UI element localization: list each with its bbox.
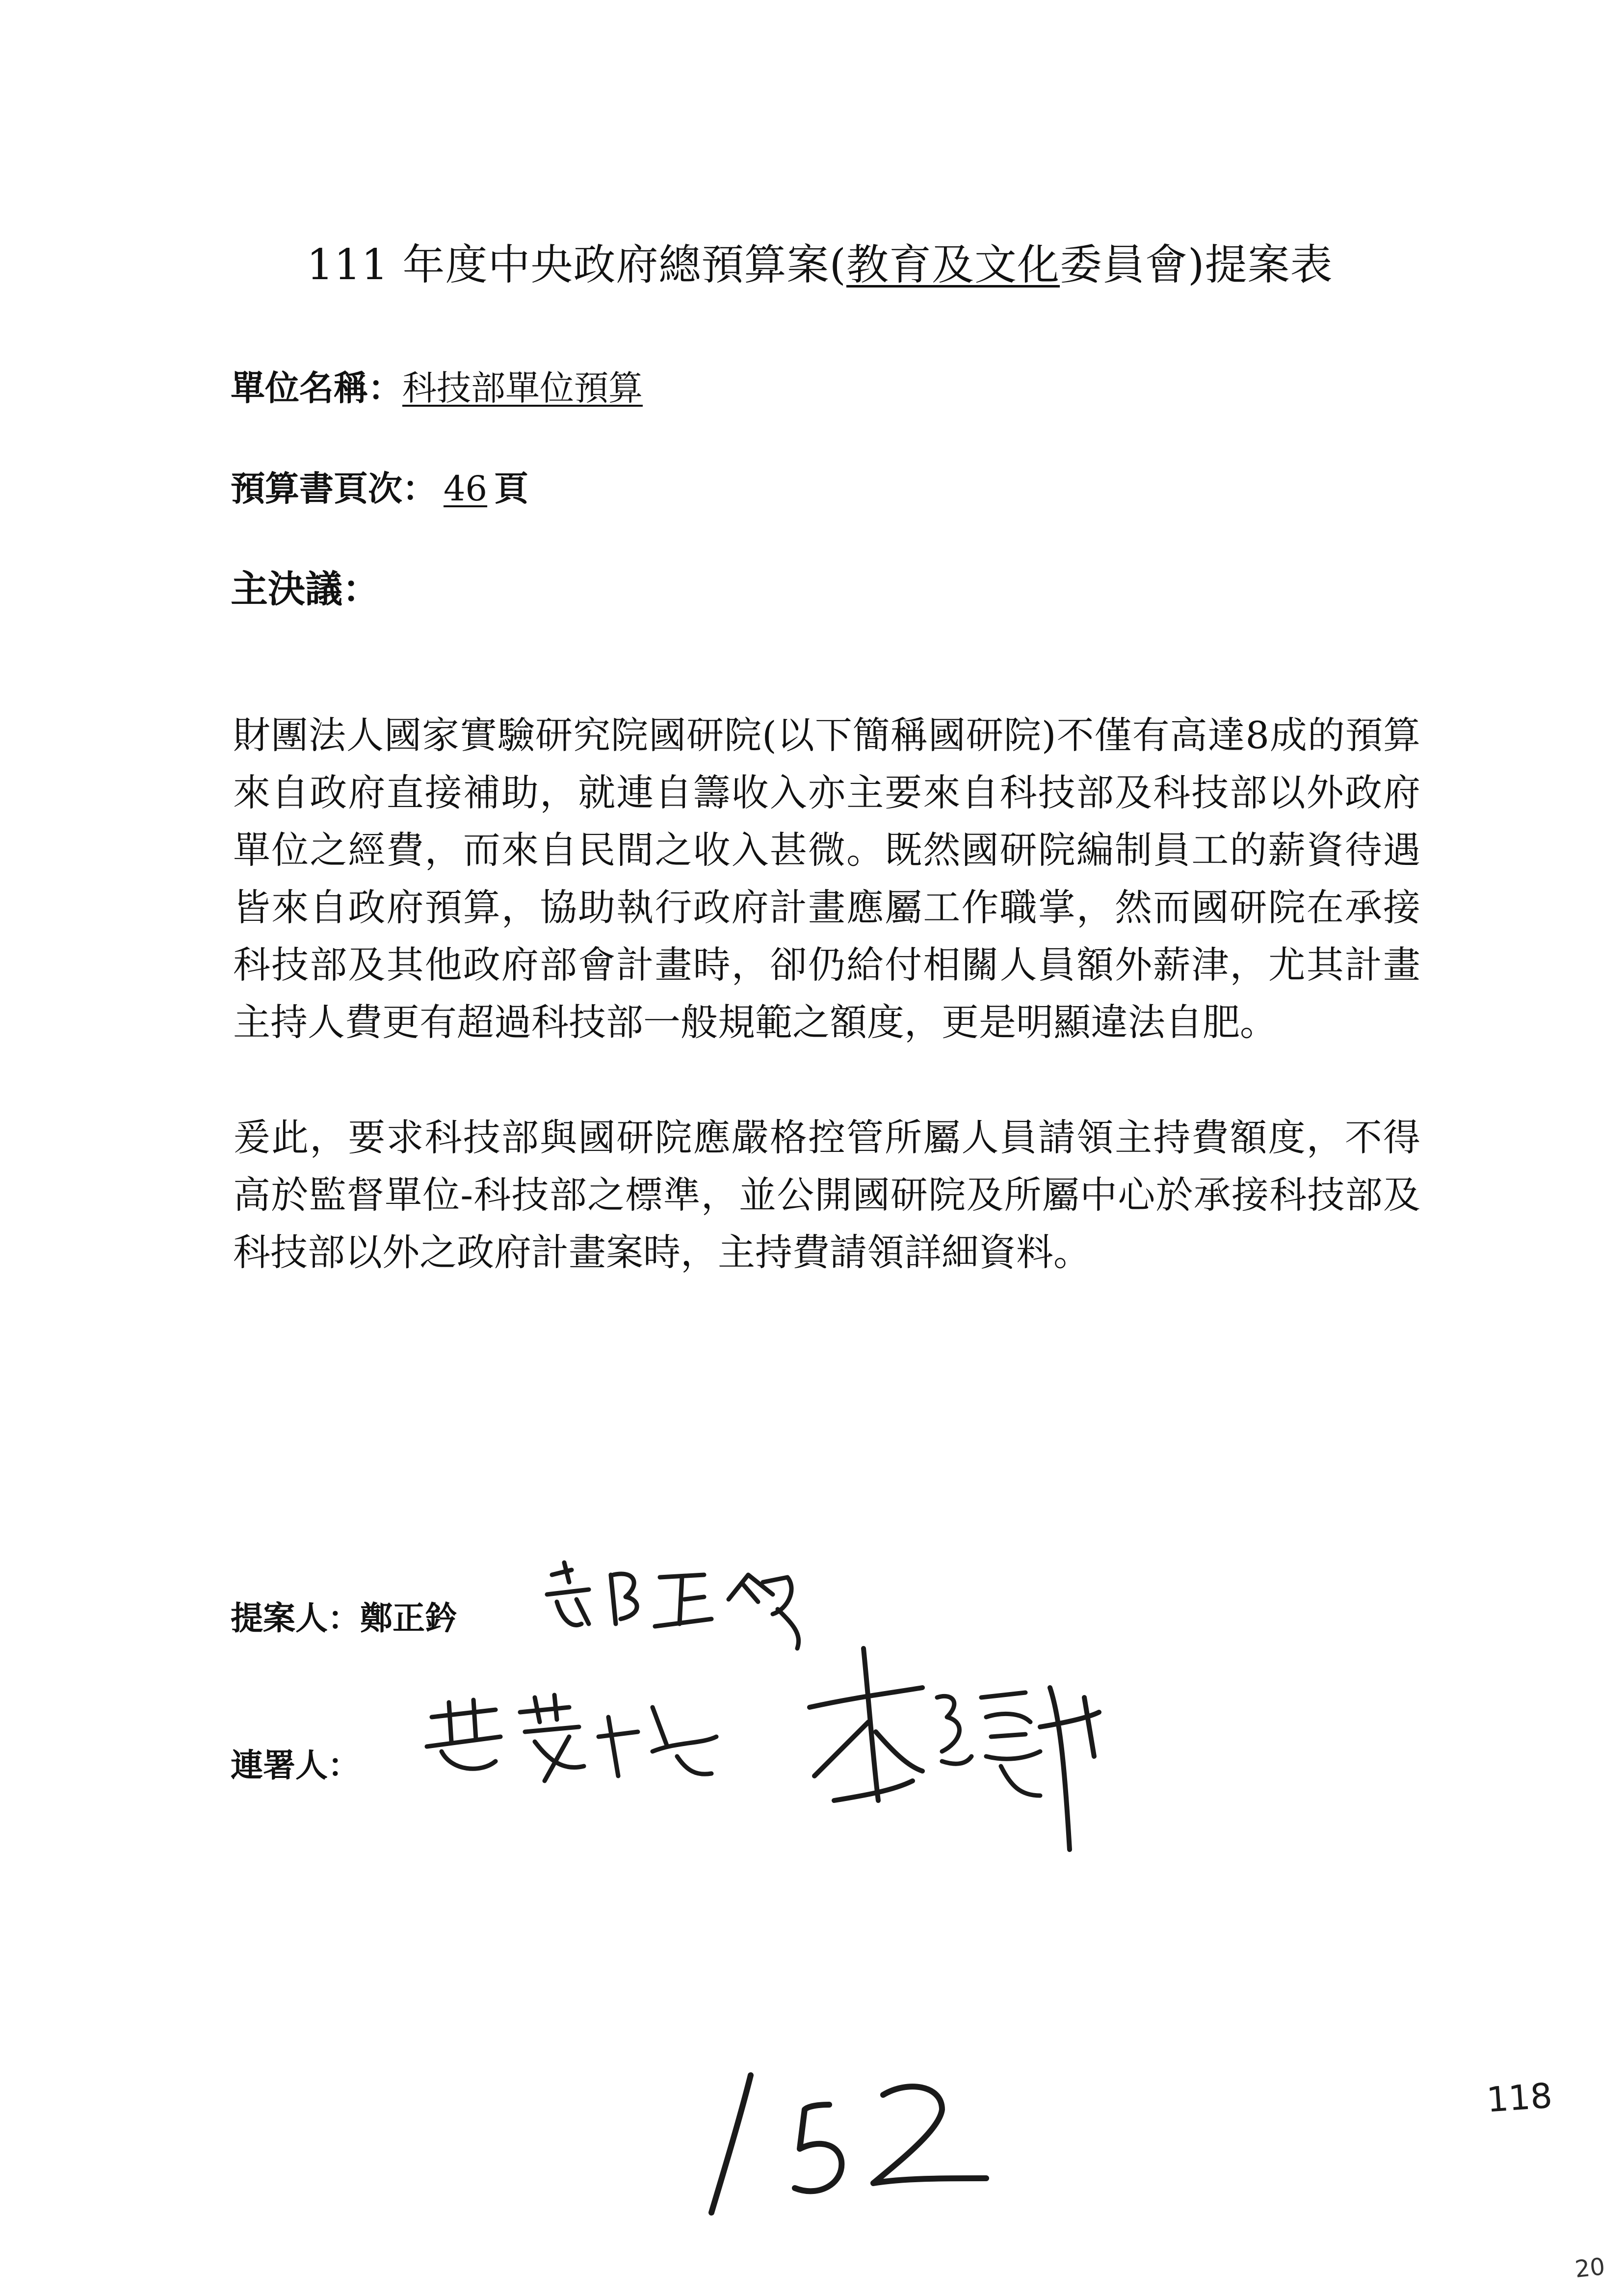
budget-page-unit: 頁 bbox=[494, 469, 529, 509]
budget-page-field bbox=[231, 461, 528, 511]
page-title bbox=[307, 231, 1333, 291]
body-paragraph-2: 爰此，要求科技部與國研院應嚴格控管所屬人員請領主持費額度，不得高於監督單位-科技部之標準，並公開國研院及所屬中心於承接科技部及科技部以外之政府計畫案時，主持費請領詳細資料。 bbox=[233, 1116, 1420, 1274]
cosigner-signature-2-image bbox=[795, 1639, 1109, 1854]
budget-page-value: 46 bbox=[444, 469, 488, 509]
handwritten-page-number-image bbox=[697, 2056, 991, 2222]
corner-page-number: 118 bbox=[1485, 2075, 1554, 2120]
title-suffix: 委員會)提案表 bbox=[1060, 240, 1333, 289]
proposer-line bbox=[231, 1592, 457, 1639]
body-paragraph-1: 財團法人國家實驗研究院國研院(以下簡稱國研院)不僅有高達8成的預算來自政府直接補助，就連自籌收入亦主要來自科技部及科技部以外政府單位之經費，而來自民間之收入甚微。既然國研院編制員工的薪資待遇皆來自政府預算，協助執行政府計畫應屬工作職掌，然而國研院在承接科技部及其他政府部會計畫時，卻仍給付相關人員額外薪津，尤其計畫主持人費更有超過科技部一般規範之額度，更是明顯違法自肥。 bbox=[233, 713, 1420, 1044]
unit-name-field bbox=[231, 361, 643, 410]
title-committee: 教育及文化 bbox=[846, 240, 1060, 289]
unit-name-label: 單位名稱： bbox=[231, 368, 402, 408]
budget-page-label: 預算書頁次： bbox=[231, 469, 437, 509]
resolution-heading: 主決議： bbox=[231, 567, 380, 611]
cosigner-signature-1-image bbox=[422, 1688, 726, 1796]
proposer-name: 鄭正鈐 bbox=[360, 1599, 457, 1637]
title-prefix: 111 年度中央政府總預算案( bbox=[307, 240, 847, 289]
proposer-signature-image bbox=[542, 1555, 817, 1653]
cosigner-label: 連署人： bbox=[231, 1747, 360, 1784]
unit-name-value: 科技部單位預算 bbox=[402, 368, 643, 408]
proposer-label: 提案人： bbox=[231, 1599, 360, 1637]
edge-mark: 20 bbox=[1573, 2252, 1606, 2284]
